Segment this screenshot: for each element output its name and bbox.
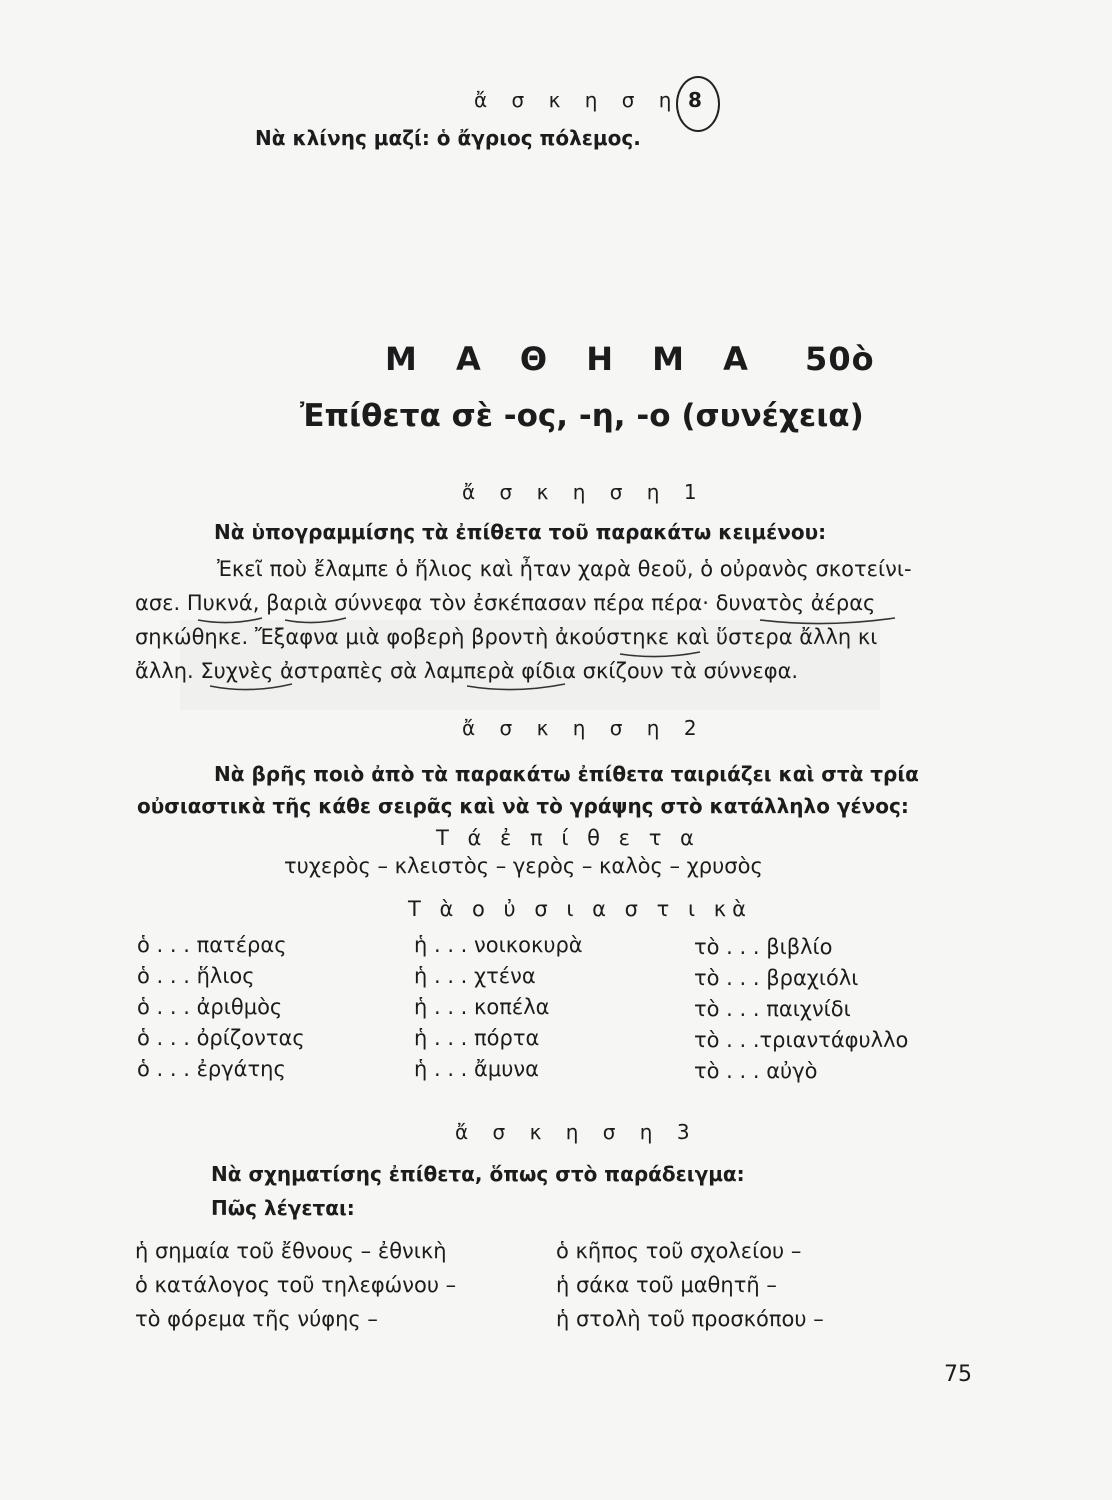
- exercise-3-prompt: Πῶς λέγεται:: [211, 1196, 355, 1220]
- exercise-1-heading: ἄ σ κ η σ η 1: [462, 480, 706, 504]
- list-item: ὁ . . . ἐργάτης: [137, 1057, 286, 1081]
- list-item: τὸ . . . παιχνίδι: [694, 997, 851, 1021]
- list-item: ἡ . . . πόρτα: [414, 1026, 540, 1050]
- exercise-2-heading: ἄ σ κ η σ η 2: [462, 716, 706, 740]
- exercise-3-heading: ἄ σ κ η σ η 3: [455, 1120, 699, 1144]
- list-item: τὸ . . . βραχιόλι: [694, 966, 859, 990]
- exercise-3-right-column: [556, 1234, 824, 1336]
- list-item: ὁ κῆπος τοῦ σχολείου –: [556, 1239, 802, 1263]
- exercise-2-instruction-2: οὐσιαστικὰ τῆς κάθε σειρᾶς καὶ νὰ τὸ γράψης στὸ κατάλληλο γένος:: [137, 794, 909, 818]
- page-number: 75: [944, 1362, 972, 1387]
- exercise-8-heading-text: ἄ σ κ η σ η: [474, 88, 681, 112]
- adjectives-header: Τ ά ἐ π ί θ ε τ α: [436, 826, 700, 850]
- list-item: ὁ . . . πατέρας: [137, 933, 287, 957]
- exercise-3-instruction: Νὰ σχηματίσης ἐπίθετα, ὅπως στὸ παράδειγμα:: [211, 1162, 745, 1186]
- exercise-2-instruction-1: Νὰ βρῆς ποιὸ ἀπὸ τὰ παρακάτω ἐπίθετα ταιριάζει καὶ στὰ τρία: [214, 762, 919, 786]
- list-item: ἡ . . . ἄμυνα: [414, 1057, 539, 1081]
- list-item: τὸ . . . βιβλίο: [694, 935, 833, 959]
- exercise-8-number: 8: [688, 88, 702, 112]
- lesson-subtitle: Ἐπίθετα σὲ -ος, -η, -ο (συνέχεια): [300, 398, 864, 434]
- list-item: ὁ . . . ἥλιος: [137, 964, 255, 988]
- list-item: ἡ . . . χτένα: [414, 964, 536, 988]
- text-line: ασε. Πυκνά, βαριὰ σύννεφα τὸν ἐσκέπασαν πέρα πέρα· δυνατὸς ἀέρας: [135, 591, 876, 615]
- neuter-nouns: [694, 932, 908, 1087]
- text-line: ἄλλη. Συχνὲς ἀστραπὲς σὰ λαμπερὰ φίδια σκίζουν τὰ σύννεφα.: [135, 659, 799, 683]
- masculine-nouns: [137, 930, 305, 1085]
- list-item: ὁ . . . ἀριθμὸς: [137, 995, 283, 1019]
- list-item: ὁ . . . ὀρίζοντας: [137, 1026, 305, 1050]
- list-item: ἡ . . . κοπέλα: [414, 995, 550, 1019]
- adjectives-list: τυχερὸς – κλειστὸς – γερὸς – καλὸς – χρυσὸς: [284, 854, 763, 878]
- exercise-3-left-column: [135, 1234, 456, 1336]
- text-line: σηκώθηκε. Ἔξαφνα μιὰ φοβερὴ βροντὴ ἀκούστηκε καὶ ὕστερα ἄλλη κι: [135, 625, 878, 649]
- list-item: τὸ . . . αὐγὸ: [694, 1059, 818, 1083]
- lesson-title-text: Μ Α Θ Η Μ Α: [385, 340, 762, 378]
- feminine-nouns: [414, 930, 583, 1085]
- list-item: τὸ . . .τριαντάφυλλο: [694, 1028, 909, 1052]
- nouns-header: Τ ὰ ο ὐ σ ι α σ τ ι κὰ: [408, 897, 752, 921]
- exercise-1-instruction: Νὰ ὑπογραμμίσης τὰ ἐπίθετα τοῦ παρακάτω κειμένου:: [214, 520, 827, 544]
- list-item: ὁ κατάλογος τοῦ τηλεφώνου –: [135, 1273, 457, 1297]
- text-line: Ἐκεῖ ποὺ ἔλαμπε ὁ ἥλιος καὶ ἦταν χαρὰ θεοῦ, ὁ οὐρανὸς σκοτείνι-: [217, 557, 912, 581]
- list-item: ἡ σάκα τοῦ μαθητῆ –: [556, 1273, 777, 1297]
- exercise-8-instruction: Νὰ κλίνης μαζί: ὁ ἄγριος πόλεμος.: [255, 126, 641, 150]
- list-item: ἡ . . . νοικοκυρὰ: [414, 933, 583, 957]
- lesson-number: 50ὸ: [805, 340, 875, 378]
- list-item: ἡ σημαία τοῦ ἔθνους – ἐθνικὴ: [135, 1239, 447, 1263]
- list-item: τὸ φόρεμα τῆς νύφης –: [135, 1307, 378, 1331]
- list-item: ἡ στολὴ τοῦ προσκόπου –: [556, 1307, 824, 1331]
